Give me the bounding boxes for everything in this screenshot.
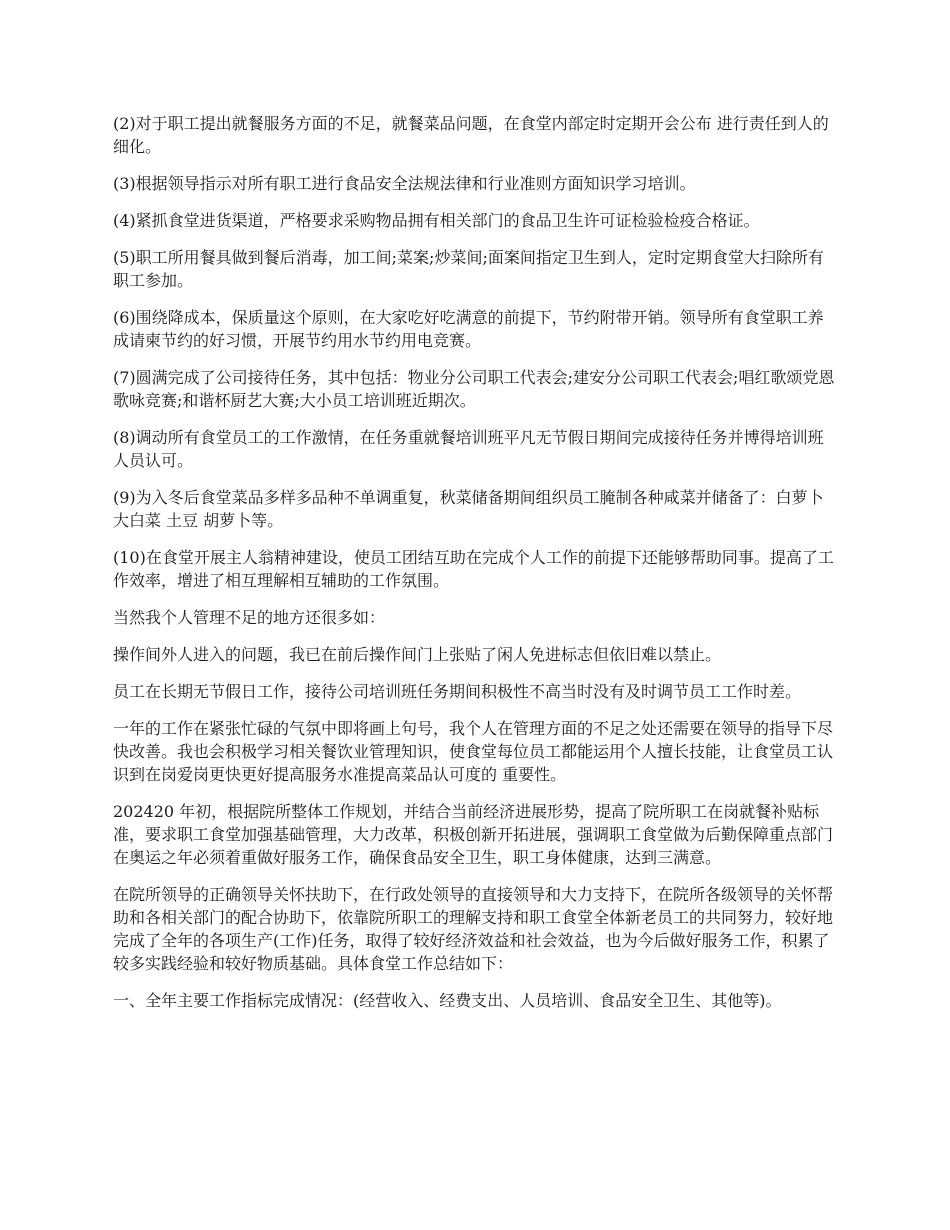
document-page xyxy=(113,112,839,1026)
paragraph-item-10: (10)在食堂开展主人翁精神建设，使员工团结互助在完成个人工作的前提下还能够帮助同事。提高了工作效率，增进了相互理解相互辅助的工作氛围。 xyxy=(113,548,834,590)
paragraph-shortcoming-morale: 员工在长期无节假日工作，接待公司培训班任务期间积极性不高当时没有及时调节员工工作时差。 xyxy=(113,682,802,701)
paragraph-year-start: 202420 年初，根据院所整体工作规划，并结合当前经济进展形势，提高了院所职工在岗就餐补贴标准，要求职工食堂加强基础管理，大力改革，积极创新开拓进展，强调职工食堂做为后勤保障重点部门在奥运之年必须着重做好服务工作，确保食品安全卫生，职工身体健康，达到三满意。 xyxy=(113,802,834,867)
paragraph-section-one-heading: 一、全年主要工作指标完成情况：(经营收入、经费支出、人员培训、食品安全卫生、其他等)。 xyxy=(113,991,782,1010)
paragraph-item-7: (7)圆满完成了公司接待任务，其中包括：物业分公司职工代表会;建安分公司职工代表会;唱红歌颂党恩歌咏竞赛;和谐杯厨艺大赛;大小员工培训班近期次。 xyxy=(113,368,835,410)
paragraph-item-8: (8)调动所有食堂员工的工作激情，在任务重就餐培训班平凡无节假日期间完成接待任务并博得培训班人员认可。 xyxy=(113,428,824,470)
paragraph-item-4: (4)紧抓食堂进货渠道，严格要求采购物品拥有相关部门的食品卫生许可证检验检疫合格证。 xyxy=(113,211,760,230)
paragraph-support-summary: 在院所领导的正确领导关怀扶助下，在行政处领导的直接领导和大力支持下，在院所各级领导的关怀帮助和各相关部门的配合协助下，依靠院所职工的理解支持和职工食堂全体新老员工的共同努力，较好地完成了全年的各项生产(工作)任务，取得了较好经济效益和社会效益，也为今后做好服务工作，积累了较多实践经验和较好物质基础。具体食堂工作总结如下： xyxy=(113,885,834,973)
paragraph-item-6: (6)围绕降成本，保质量这个原则，在大家吃好吃满意的前提下，节约附带开销。领导所有食堂职工养成请柬节约的好习惯，开展节约用水节约用电竞赛。 xyxy=(113,308,824,350)
paragraph-shortcomings-intro: 当然我个人管理不足的地方还很多如： xyxy=(113,608,386,627)
paragraph-shortcoming-visitors: 操作间外人进入的问题，我已在前后操作间门上张贴了闲人免进标志但依旧难以禁止。 xyxy=(113,645,722,664)
paragraph-item-9: (9)为入冬后食堂菜品多样多品种不单调重复，秋菜储备期间组织员工腌制各种咸菜并储备了：白萝卜 大白菜 土豆 胡萝卜等。 xyxy=(113,488,824,530)
paragraph-year-conclusion: 一年的工作在紧张忙碌的气氛中即将画上句号，我个人在管理方面的不足之处还需要在领导的指导下尽快改善。我也会积极学习相关餐饮业管理知识，使食堂每位员工都能运用个人擅长技能，让食堂员工认识到在岗爱岗更快更好提高服务水准提高菜品认可度的 重要性。 xyxy=(113,719,834,784)
paragraph-item-3: (3)根据领导指示对所有职工进行食品安全法规法律和行业准则方面知识学习培训。 xyxy=(113,174,696,193)
paragraph-item-5: (5)职工所用餐具做到餐后消毒，加工间;菜案;炒菜间;面案间指定卫生到人，定时定期食堂大扫除所有职工参加。 xyxy=(113,248,824,290)
paragraph-item-2: (2)对于职工提出就餐服务方面的不足，就餐菜品问题，在食堂内部定时定期开会公布 进行责任到人的细化。 xyxy=(113,114,829,156)
